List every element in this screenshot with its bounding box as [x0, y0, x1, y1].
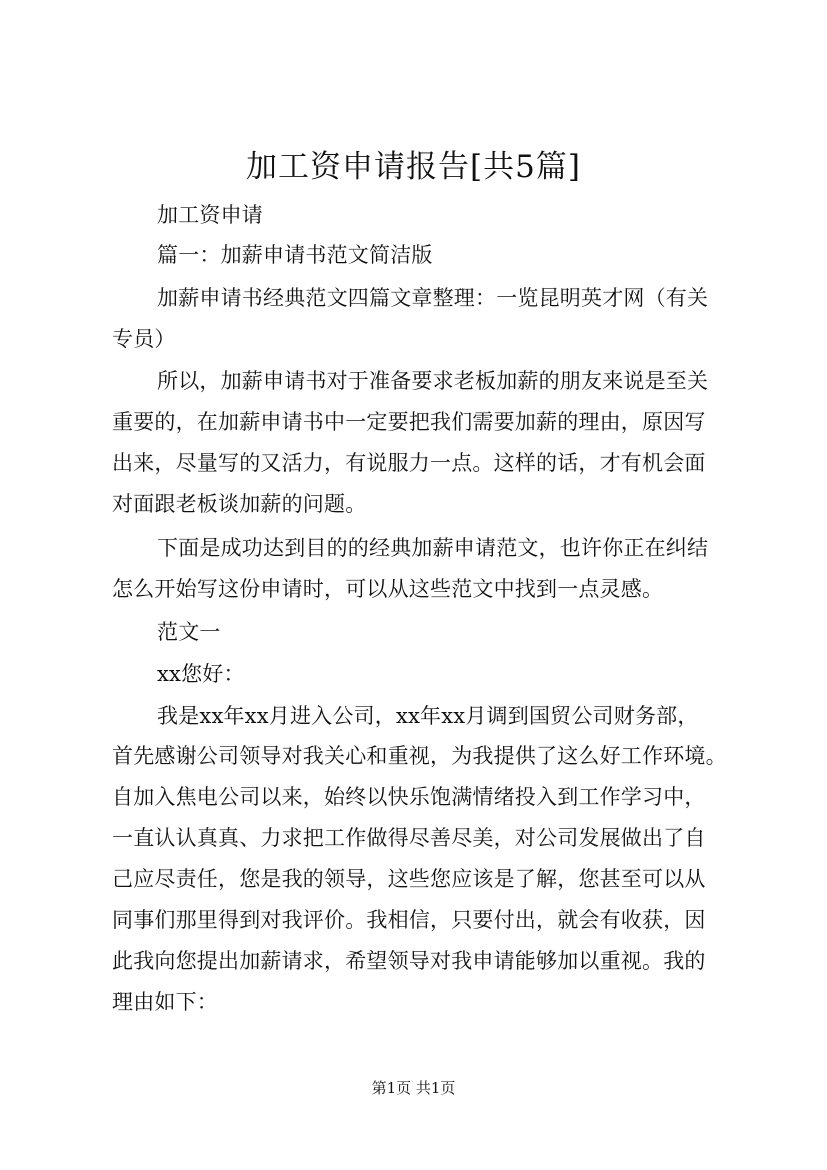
- text-line: 自加入焦电公司以来，始终以快乐饱满情绪投入到工作学习中，: [112, 785, 706, 809]
- text-line: 专员）: [112, 327, 176, 351]
- page-footer: 第1页 共1页: [371, 1079, 456, 1097]
- text-line: 加薪申请书经典范文四篇文章整理：一览昆明英才网（有关: [157, 286, 709, 310]
- text-line: 首先感谢公司领导对我关心和重视，为我提供了这么好工作环境。: [112, 744, 727, 768]
- text-line: 加工资申请: [157, 203, 263, 227]
- text-line: 出来，尽量写的又活力，有说服力一点。这样的话，才有机会面: [112, 451, 706, 475]
- text-line: 此我向您提出加薪请求，希望领导对我申请能够加以重视。我的: [112, 949, 706, 973]
- text-line: 范文一: [157, 620, 221, 644]
- text-line: 篇一：加薪申请书范文简洁版: [157, 243, 433, 267]
- text-line: 己应尽责任，您是我的领导，这些您应该是了解，您甚至可以从: [112, 867, 706, 891]
- text-line: 一直认认真真、力求把工作做得尽善尽美，对公司发展做出了自: [112, 826, 706, 850]
- text-line: 同事们那里得到对我评价。我相信，只要付出，就会有收获，因: [112, 908, 706, 932]
- text-line: 所以，加薪申请书对于准备要求老板加薪的朋友来说是至关: [157, 369, 709, 393]
- text-line: 怎么开始写这份申请时，可以从这些范文中找到一点灵感。: [112, 577, 664, 601]
- text-line: 下面是成功达到目的的经典加薪申请范文，也许你正在纠结: [157, 536, 709, 560]
- text-line: xx您好：: [157, 662, 245, 686]
- text-line: 理由如下：: [112, 990, 218, 1014]
- text-line: 重要的，在加薪申请书中一定要把我们需要加薪的理由，原因写: [112, 410, 706, 434]
- text-line: 对面跟老板谈加薪的问题。: [112, 492, 367, 516]
- text-line: 我是xx年xx月进入公司，xx年xx月调到国贸公司财务部，: [157, 704, 699, 728]
- document-title: 加工资申请报告[共5篇]: [246, 149, 581, 185]
